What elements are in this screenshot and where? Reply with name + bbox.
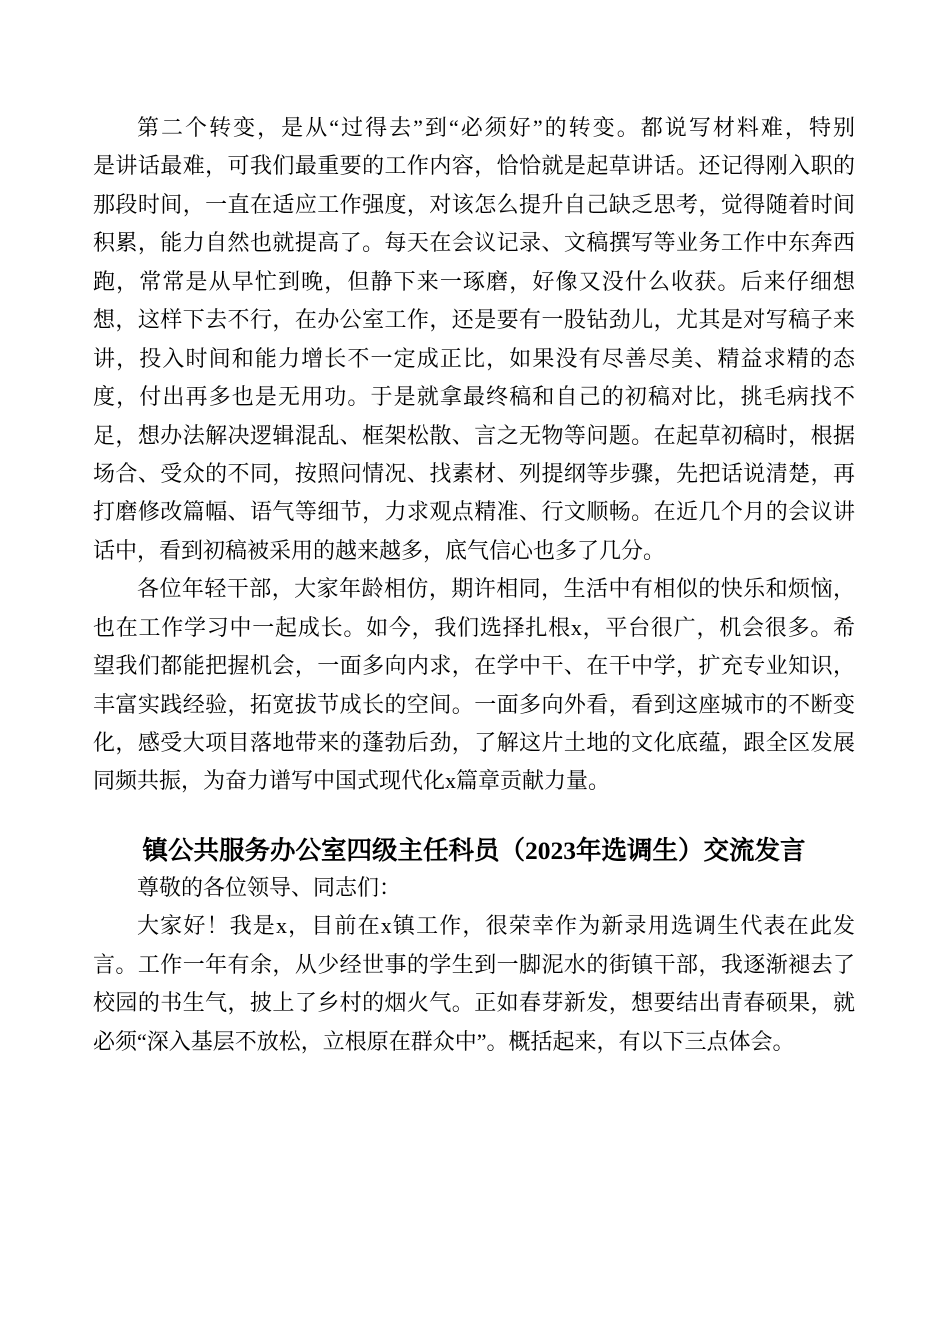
body-paragraph-greeting bbox=[93, 907, 855, 1061]
salutation: 尊敬的各位领导、同志们： bbox=[137, 874, 402, 900]
text-line: 讲，投入时间和能力增长不一定成正比，如果没有尽善尽美、精益求精的态 bbox=[93, 345, 855, 371]
text-line: 想，这样下去不行，在办公室工作，还是要有一股钻劲儿，尤其是对写稿子来 bbox=[93, 307, 855, 333]
document-page bbox=[93, 109, 855, 1061]
text-line: 那段时间，一直在适应工作强度，对该怎么提升自己缺乏思考，觉得随着时间 bbox=[93, 191, 855, 217]
text-line: 言。工作一年有余，从少经世事的学生到一脚泥水的街镇干部，我逐渐褪去了 bbox=[93, 951, 855, 977]
text-line: 也在工作学习中一起成长。如今，我们选择扎根x，平台很广，机会很多。希 bbox=[93, 614, 855, 640]
text-line: 足，想办法解决逻辑混乱、框架松散、言之无物等问题。在起草初稿时，根据 bbox=[93, 422, 855, 448]
text-line: 跑，常常是从早忙到晚，但静下来一琢磨，好像又没什么收获。后来仔细想 bbox=[93, 268, 855, 294]
section-heading: 镇公共服务办公室四级主任科员（2023年选调生）交流发言 bbox=[142, 835, 806, 865]
text-line: 是讲话最难，可我们最重要的工作内容，恰恰就是起草讲话。还记得刚入职的 bbox=[93, 153, 855, 179]
text-line: 同频共振，为奋力谱写中国式现代化x篇章贡献力量。 bbox=[93, 768, 611, 794]
body-paragraph-young-cadres bbox=[93, 570, 855, 801]
text-line: 第二个转变，是从“过得去”到“必须好”的转变。都说写材料难，特别 bbox=[137, 115, 855, 140]
text-line: 打磨修改篇幅、语气等细节，力求观点精准、行文顺畅。在近几个月的会议讲 bbox=[93, 499, 855, 525]
text-line: 话中，看到初稿被采用的越来越多，底气信心也多了几分。 bbox=[93, 537, 666, 563]
text-line: 各位年轻干部，大家年龄相仿，期许相同，生活中有相似的快乐和烦恼， bbox=[137, 576, 855, 602]
text-line: 校园的书生气，披上了乡村的烟火气。正如春芽新发，想要结出青春硕果，就 bbox=[93, 990, 855, 1016]
text-line: 场合、受众的不同，按照问情况、找素材、列提纲等步骤，先把话说清楚，再 bbox=[93, 460, 855, 486]
text-line: 积累，能力自然也就提高了。每天在会议记录、文稿撰写等业务工作中东奔西 bbox=[93, 230, 855, 256]
text-line: 化，感受大项目落地带来的蓬勃后劲，了解这片土地的文化底蕴，跟全区发展 bbox=[93, 730, 855, 755]
text-line: 望我们都能把握机会，一面多向内求，在学中干、在干中学，扩充专业知识， bbox=[93, 653, 855, 679]
text-line: 必须“深入基层不放松，立根原在群众中”。概括起来，有以下三点体会。 bbox=[93, 1028, 795, 1054]
text-line: 度，付出再多也是无用功。于是就拿最终稿和自己的初稿对比，挑毛病找不 bbox=[93, 384, 855, 410]
text-line: 大家好！我是x，目前在x镇工作，很荣幸作为新录用选调生代表在此发 bbox=[137, 913, 855, 939]
body-paragraph-second-transformation bbox=[93, 109, 855, 570]
text-line: 丰富实践经验，拓宽拔节成长的空间。一面多向外看，看到这座城市的不断变 bbox=[93, 691, 855, 717]
